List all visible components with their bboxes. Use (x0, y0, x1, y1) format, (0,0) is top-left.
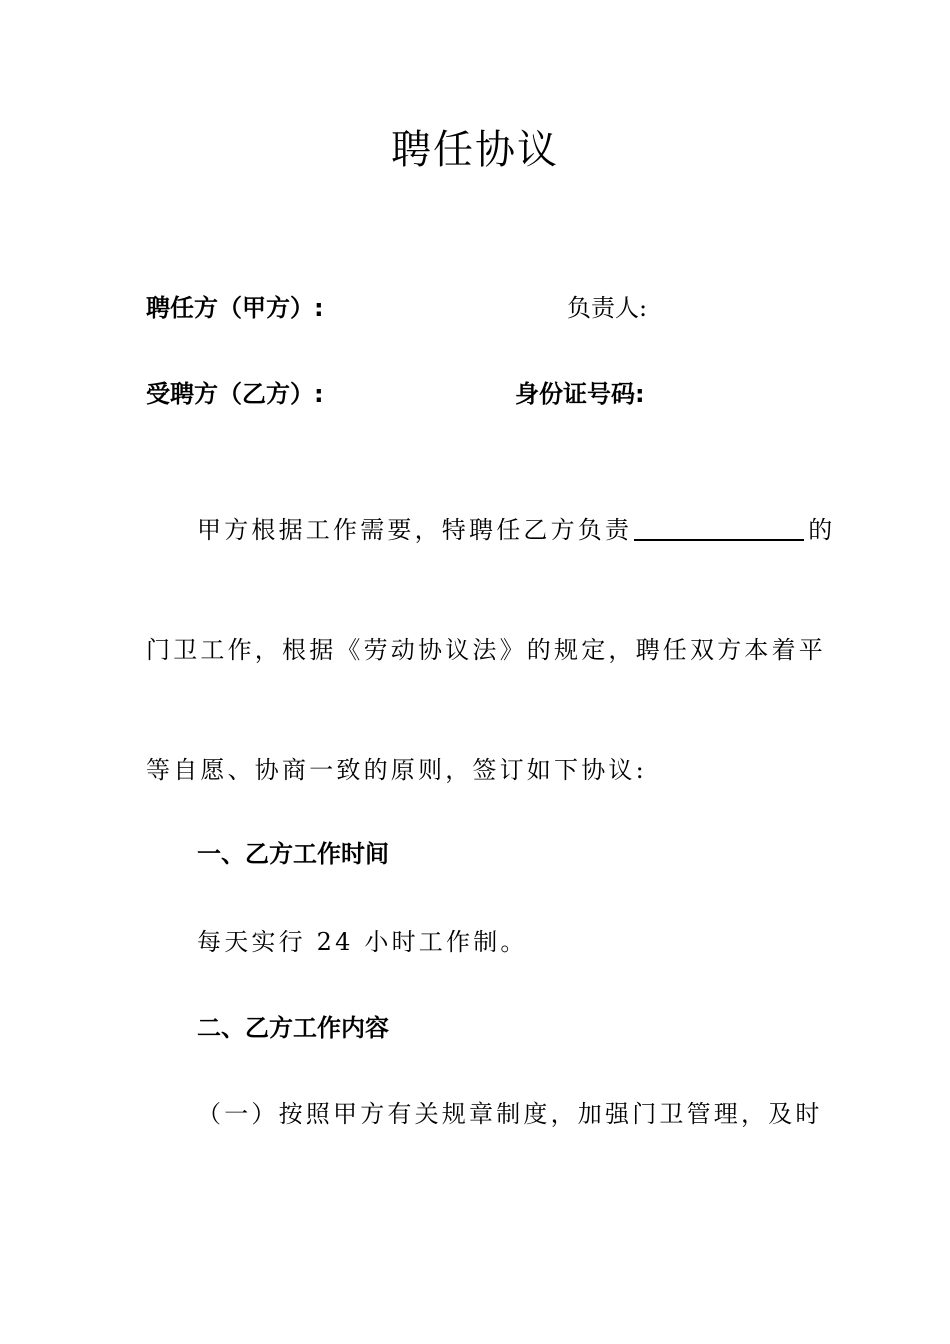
section-2-heading: 二、乙方工作内容 (197, 1014, 389, 1042)
document-title: 聘任协议 (391, 127, 559, 173)
section-1-text: 每天实行 24 小时工作制。 (197, 928, 528, 956)
paragraph-1-line-2: 门卫工作，根据《劳动协议法》的规定，聘任双方本着平 (146, 636, 826, 664)
id-number-label: 身份证号码: (515, 380, 645, 408)
party-a-label: 聘任方（甲方）: (146, 294, 324, 322)
paragraph-1-line-1 (197, 512, 835, 548)
paragraph-1-text-before-blank: 甲方根据工作需要，特聘任乙方负责 (197, 516, 633, 544)
responsible-person-label: 负责人: (567, 294, 648, 322)
fill-in-blank-underline (634, 515, 804, 541)
paragraph-1-line-3: 等自愿、协商一致的原则，签订如下协议: (146, 756, 647, 784)
section-1-heading: 一、乙方工作时间 (197, 840, 389, 868)
party-b-label: 受聘方（乙方）: (146, 380, 324, 408)
section-2-item-1: （一）按照甲方有关规章制度，加强门卫管理，及时 (197, 1100, 823, 1128)
paragraph-1-text-after-blank: 的 (808, 516, 836, 544)
